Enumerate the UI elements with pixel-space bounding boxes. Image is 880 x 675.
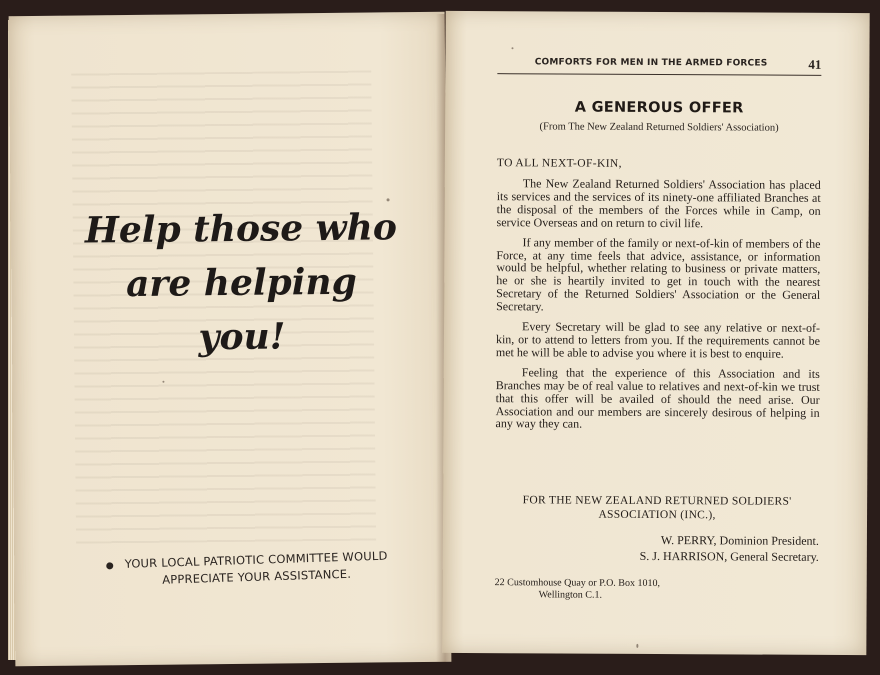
article-title: A GENEROUS OFFER <box>574 99 744 117</box>
signoff-line: FOR THE NEW ZEALAND RETURNED SOLDIERS' <box>522 494 792 508</box>
slogan-line: are helping <box>125 260 357 306</box>
signer-secretary: S. J. HARRISON, General Secretary. <box>639 548 819 564</box>
paragraph: Every Secretary will be glad to see any relative or next-of-kin, or to attend to letters from you. If the requirements cannot be met he will be able to advise you where it is best to enquire. <box>495 319 821 361</box>
paragraph: The New Zealand Returned Soldiers' Association has placed its services and the services of its ninety-one affiliated Branches at the disposal of the members of the Forces while in Camp, on service Overseas and on return to civil life. <box>496 176 821 230</box>
note-line: APPRECIATE YOUR ASSISTANCE. <box>162 566 352 587</box>
patriotic-committee-note <box>106 547 407 590</box>
paper-fleck <box>511 47 513 49</box>
signoff <box>495 493 819 523</box>
running-head-text: COMFORTS FOR MEN IN THE ARMED FORCES <box>534 57 768 69</box>
address-line: Wellington C.1. <box>538 589 603 601</box>
note-line: YOUR LOCAL PATRIOTIC COMMITTEE WOULD <box>124 548 388 571</box>
paragraph: Feeling that the experience of this Association and its Branches may be of real value to relatives and next-of-kin we trust that this offer will be availed of should the need arise. Our Association and our members are sincerely desirous of helping in any way they can. <box>495 365 820 432</box>
slogan-line: Help those who <box>84 206 398 252</box>
signer-president: W. PERRY, Dominion President. <box>660 533 819 548</box>
paper-fleck <box>387 198 390 201</box>
article-body <box>495 177 820 439</box>
running-head <box>497 57 821 76</box>
signoff-line: ASSOCIATION (INC.), <box>598 508 716 522</box>
article-subtitle: (From The New Zealand Returned Soldiers' Association) <box>539 121 779 134</box>
salutation: TO ALL NEXT-OF-KIN, <box>496 157 622 170</box>
address-line: 22 Customhouse Quay or P.O. Box 1010, <box>494 577 661 590</box>
paragraph: If any member of the family or next-of-kin of members of the Force, at any time feels that advice, assistance, or information would be helpful, whether relating to business or private matters, he or she is heartily invited to get in touch with the nearest Secretary of the Returned Soldiers' Association or the General Secretary. <box>496 234 821 314</box>
slogan-line: you! <box>198 315 286 359</box>
paper-fleck <box>162 381 164 383</box>
slogan-heading <box>71 200 413 366</box>
right-page <box>442 11 869 655</box>
left-page <box>9 12 452 667</box>
signatories <box>495 531 819 565</box>
paper-fleck <box>636 644 638 648</box>
page-number: 41 <box>808 56 822 72</box>
postal-address <box>495 577 695 602</box>
